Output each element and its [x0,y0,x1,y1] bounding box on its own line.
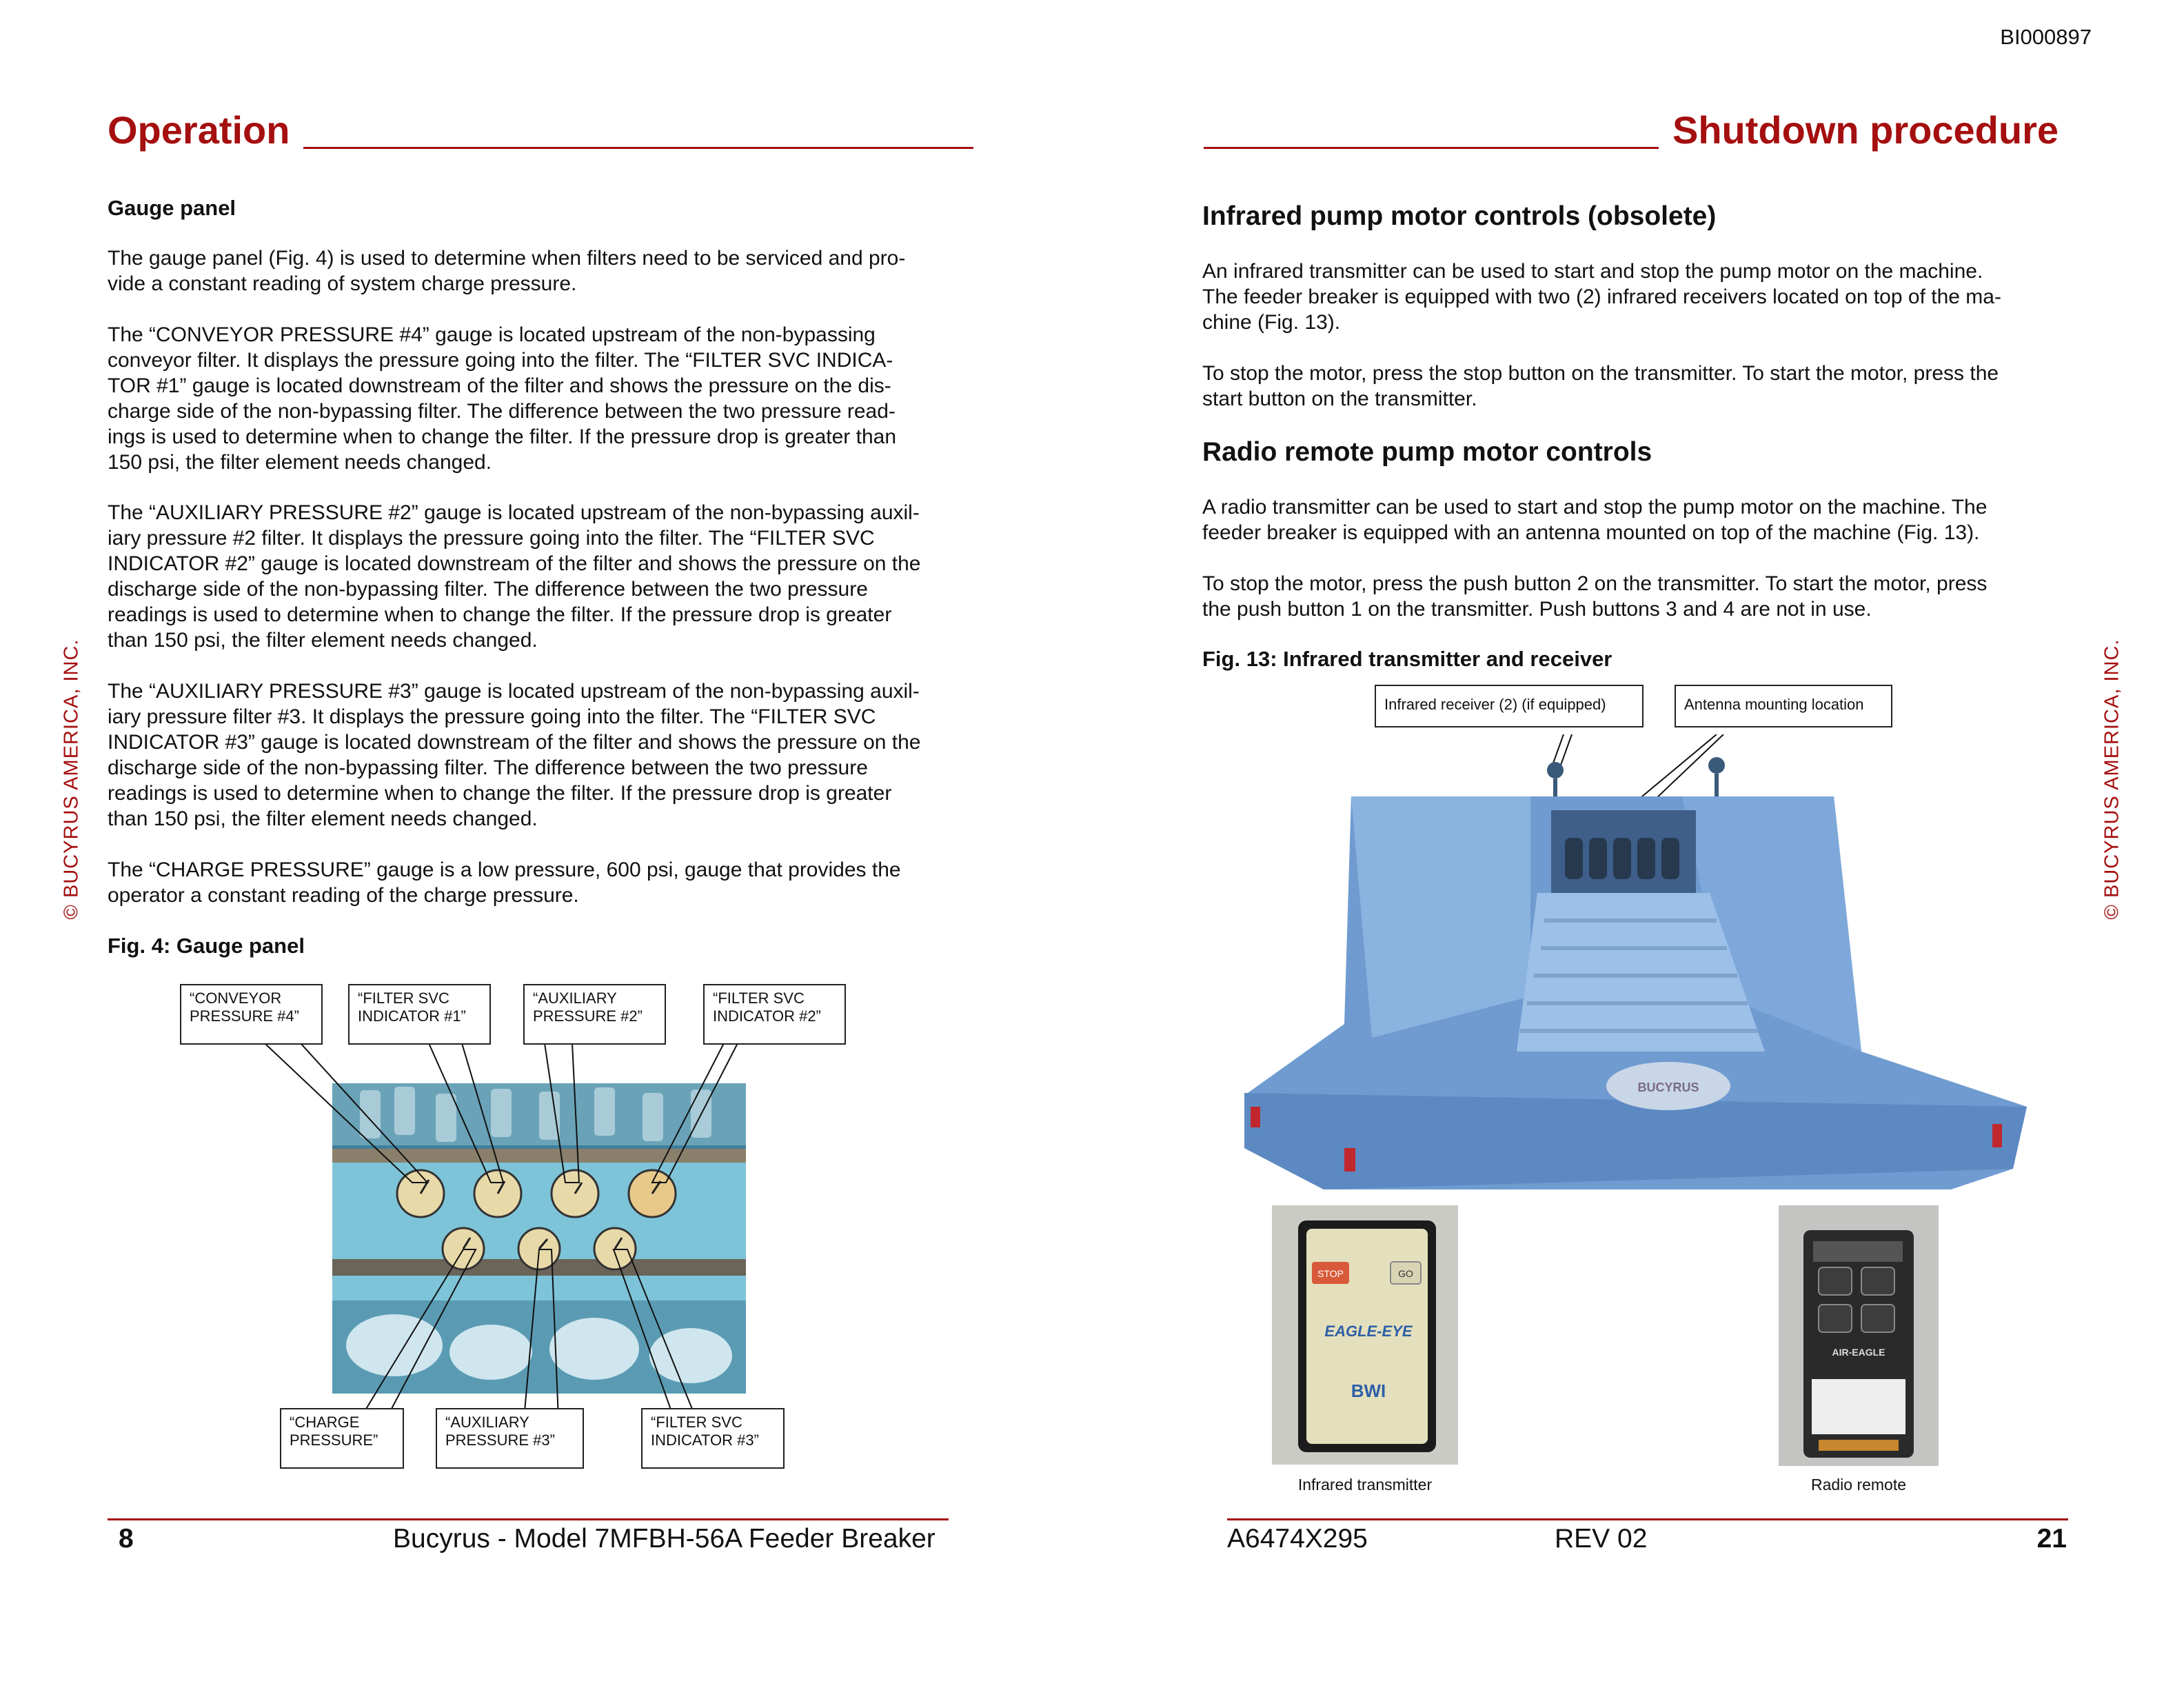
radio-heading: Radio remote pump motor controls [1202,437,1652,467]
callout-filter-svc-indicator-1: “FILTER SVC INDICATOR #1” [348,984,491,1045]
left-footer-rule [108,1518,949,1520]
gauge-panel-heading: Gauge panel [108,196,236,220]
callout-infrared-receiver: Infrared receiver (2) (if equipped) [1375,685,1644,727]
caption-radio-remote: Radio remote [1810,1476,1907,1494]
left-paragraph-3: The “AUXILIARY PRESSURE #2” gauge is located upstream of the non-bypassing auxil- iary pressure #2 filter. It displays the pressure going into the filter. The “FILTER SVC INDICATOR #2” gauge is located downstream of the filter and shows the pressure on the discharge side of the non-bypassing filter. The difference between the two pressure readings is used to determine when to change the filter. If the pressure drop is greater than 150 psi, the filter element needs changed. [108,501,921,652]
radio-paragraph-1: A radio transmitter can be used to start and stop the pump motor on the machine. The feeder breaker is equipped with an antenna mounted on top of the machine (Fig. 13). [1202,496,1988,544]
infrared-heading: Infrared pump motor controls (obsolete) [1202,201,1717,231]
fig4-caption: Fig. 4: Gauge panel [108,934,305,958]
callout-auxiliary-pressure-3: “AUXILIARY PRESSURE #3” [436,1408,584,1469]
fig13-caption: Fig. 13: Infrared transmitter and receiver [1202,647,1612,671]
infrared-paragraph-1: An infrared transmitter can be used to start and stop the pump motor on the machine. The feeder breaker is equipped with two (2) infrared receivers located on top of the ma- chine (Fig. 13). [1202,260,2001,334]
machine-logo: BUCYRUS [1637,1081,1699,1094]
callout-filter-svc-indicator-3: “FILTER SVC INDICATOR #3” [641,1408,785,1469]
eagle-eye-brand: EAGLE-EYE [1324,1323,1413,1340]
callout-charge-pressure: “CHARGE PRESSURE” [280,1408,404,1469]
right-footer-revision: REV 02 [1555,1524,1648,1554]
left-paragraph-1: The gauge panel (Fig. 4) is used to determine when filters need to be serviced and pro- vide a constant reading of system charge pressure. [108,247,906,295]
callout-auxiliary-pressure-2: “AUXILIARY PRESSURE #2” [523,984,666,1045]
go-button-label: GO [1398,1268,1413,1279]
left-section-title: Operation [108,108,290,152]
gauge-panel-photo [332,1083,746,1394]
document-id: BI000897 [2000,25,2092,49]
right-page-number: 21 [2036,1524,2067,1554]
callout-antenna-mounting-location: Antenna mounting location [1675,685,1892,727]
infrared-transmitter-photo [1272,1205,1458,1465]
right-title-rule [1204,147,1659,149]
radio-paragraph-2: To stop the motor, press the push button 2 on the transmitter. To start the motor, press the push button 1 on the transmitter. Push buttons 3 and 4 are not in use. [1202,572,1988,621]
radio-remote-photo [1779,1205,1939,1466]
left-title-rule [303,147,973,149]
left-paragraph-5: The “CHARGE PRESSURE” gauge is a low pressure, 600 psi, gauge that provides the operator a constant reading of the charge pressure. [108,858,901,907]
callout-conveyor-pressure-4: “CONVEYOR PRESSURE #4” [180,984,323,1045]
feeder-breaker-photo [1241,734,2034,1189]
copyright-left: © BUCYRUS AMERICA, INC. [60,639,83,920]
bwi-logo: BWI [1351,1380,1386,1401]
left-paragraph-4: The “AUXILIARY PRESSURE #3” gauge is located upstream of the non-bypassing auxil- iary pressure filter #3. It displays the pressure going into the filter. The “FILTER SVC INDICATOR #3” gauge is located downstream of the filter and shows the pressure on the discharge side of the non-bypassing filter. The difference between the two pressure readings is used to determine when to change the filter. If the pressure drop is greater than 150 psi, the filter element needs changed. [108,680,921,830]
callout-filter-svc-indicator-2: “FILTER SVC INDICATOR #2” [703,984,846,1045]
right-section-title: Shutdown procedure [1672,108,2059,152]
left-page-number: 8 [119,1524,134,1554]
infrared-paragraph-2: To stop the motor, press the stop button on the transmitter. To start the motor, press the start button on the transmitter. [1202,362,1999,410]
left-paragraph-2: The “CONVEYOR PRESSURE #4” gauge is located upstream of the non-bypassing conveyor filter. It displays the pressure going into the filter. The “FILTER SVC INDICA- TOR #1” gauge is located downstream of the filter and shows the pressure on the dis- charge side of the non-bypassing filter. The difference between the two pressure read- ings is used to determine when to change the filter. If the pressure drop is greater than 150 psi, the filter element needs changed. [108,323,896,474]
air-eagle-brand: AIR-EAGLE [1832,1347,1885,1358]
stop-button-label: STOP [1317,1268,1344,1279]
copyright-right: © BUCYRUS AMERICA, INC. [2101,639,2123,920]
right-footer-rule [1227,1518,2068,1520]
left-footer-title: Bucyrus - Model 7MFBH-56A Feeder Breaker [393,1524,936,1554]
caption-infrared-transmitter: Infrared transmitter [1297,1476,1433,1494]
right-footer-part-number: A6474X295 [1227,1524,1368,1554]
